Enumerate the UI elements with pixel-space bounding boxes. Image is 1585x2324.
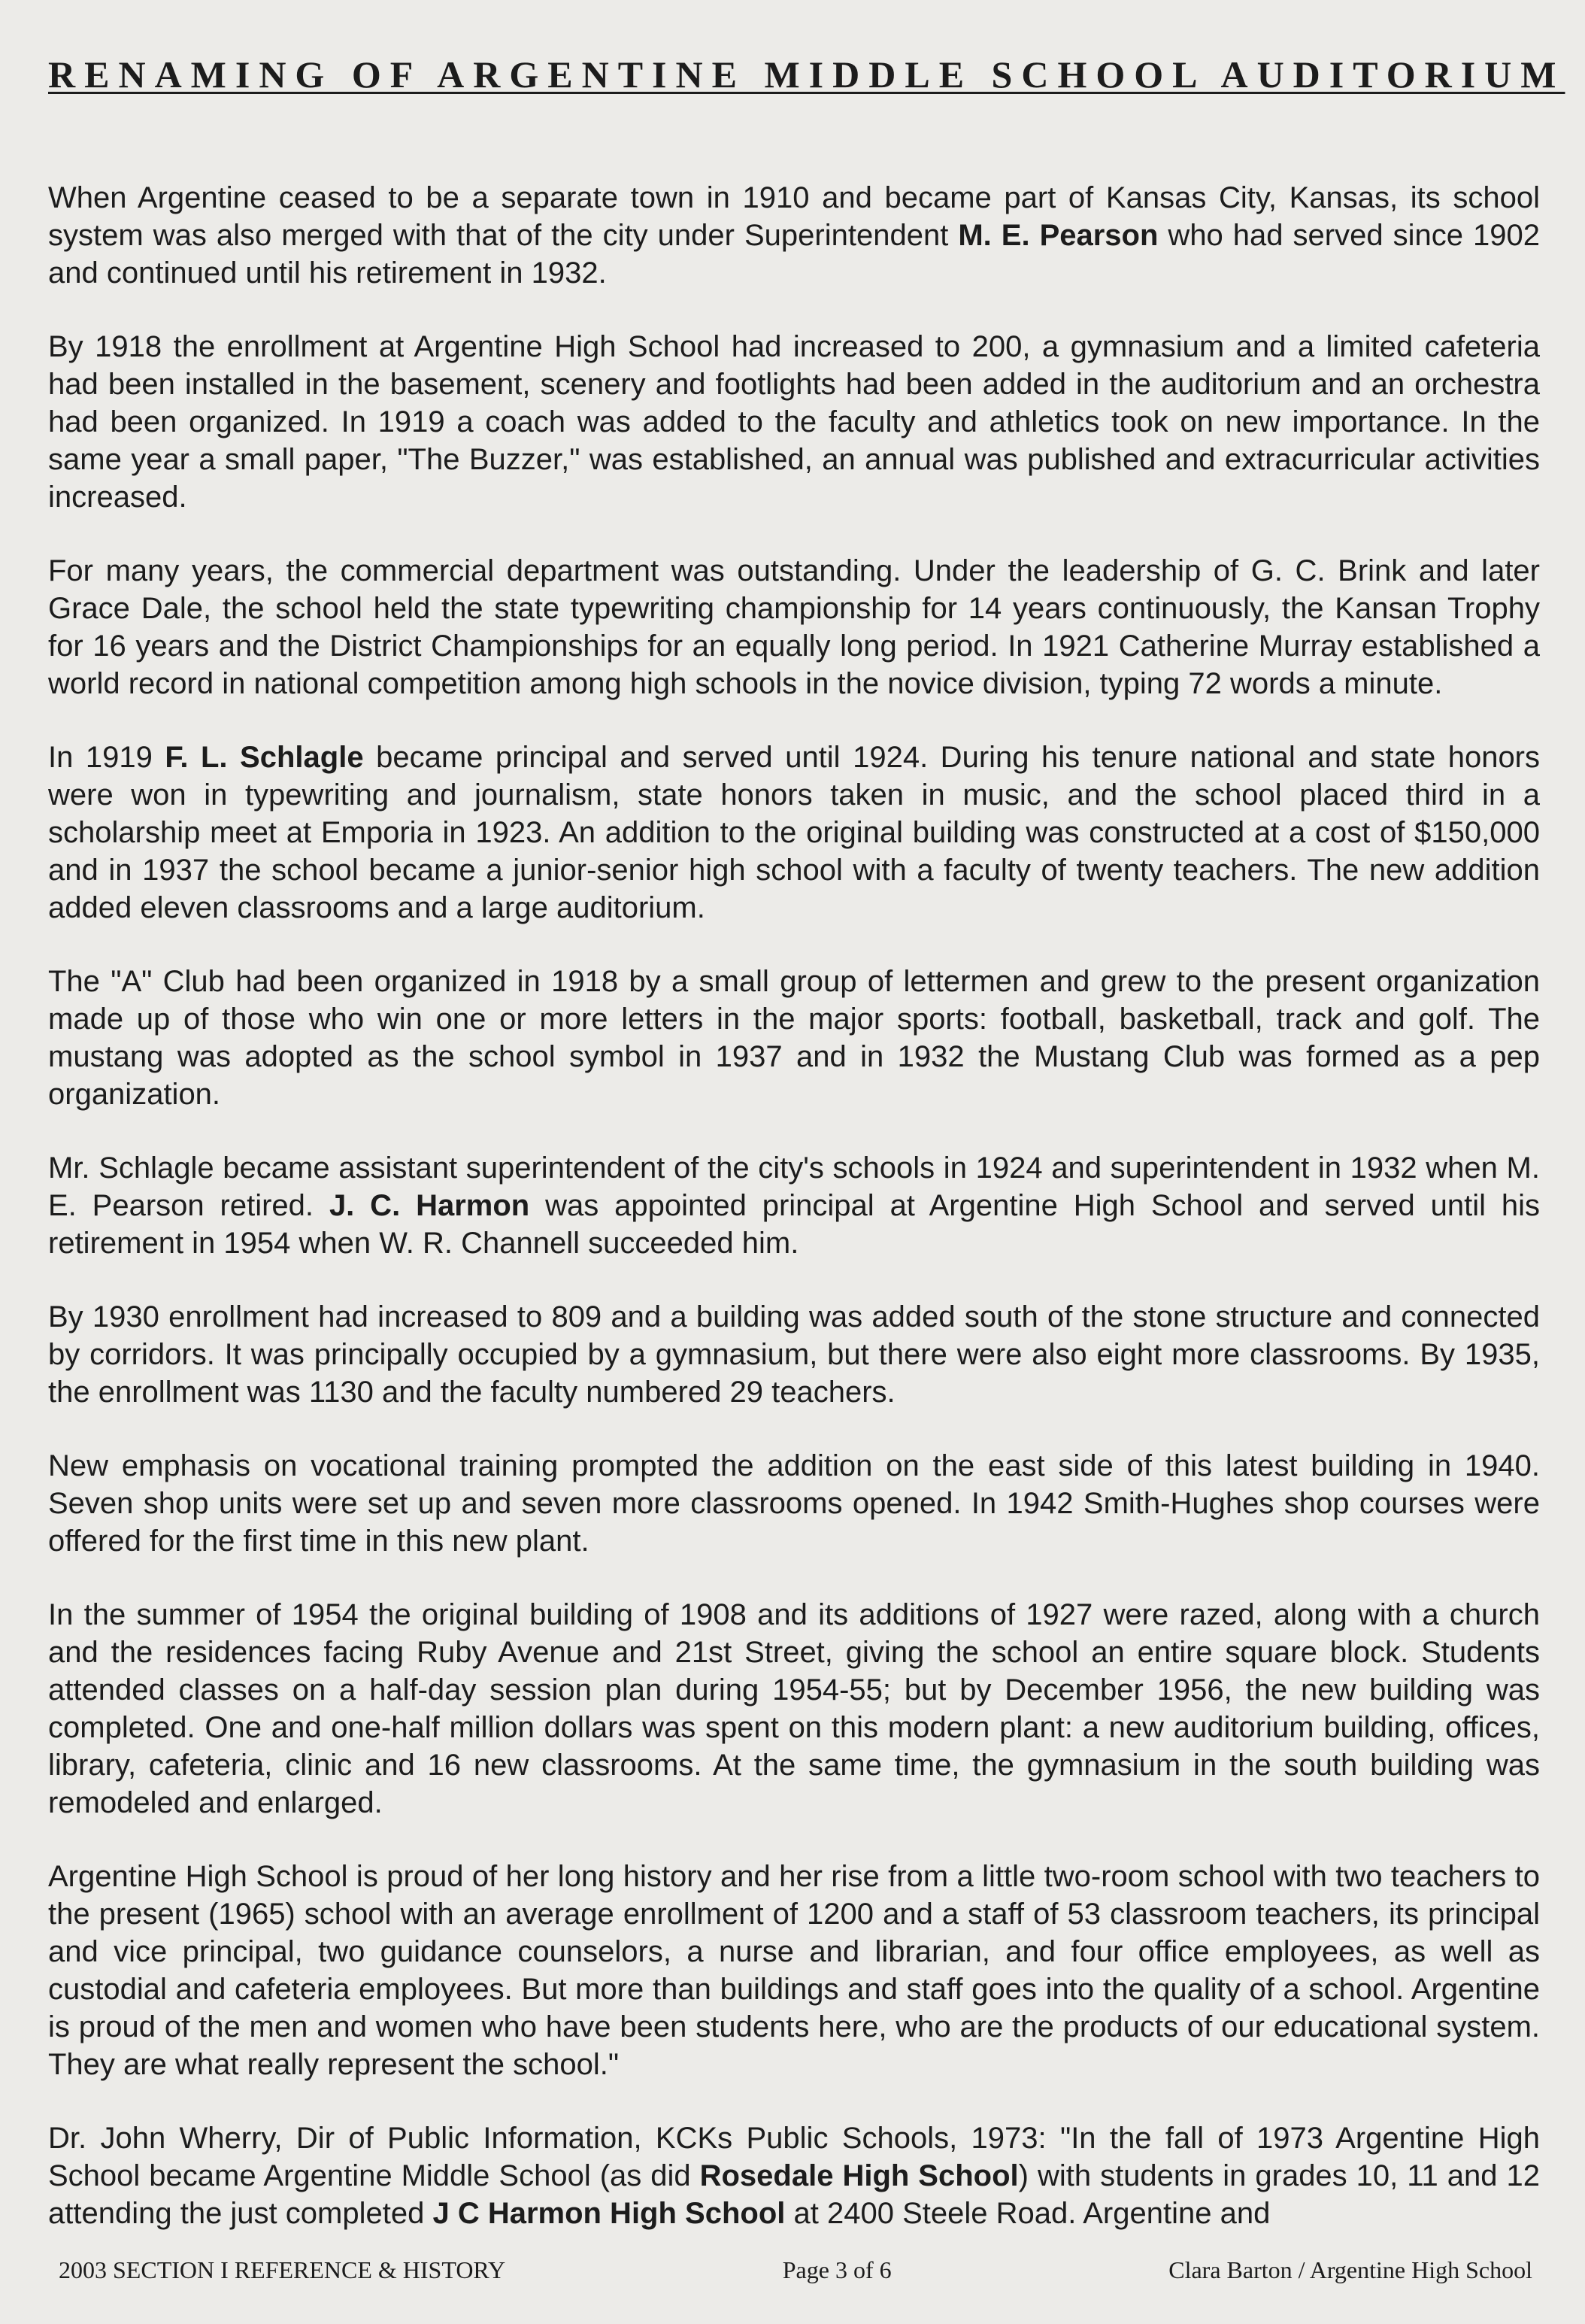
page-title: RENAMING OF ARGENTINE MIDDLE SCHOOL AUDITORIUM <box>48 53 1565 96</box>
text-run: The "A" Club had been organized in 1918 by a small group of lettermen and grew to the present organization made up of those who win one or more letters in the major sports: football, basketball, track and golf. The mustang was adopted as the school symbol in 1937 and in 1932 the Mustang Club was formed as a pep organization. <box>48 965 1540 1111</box>
text-run: When Argentine ceased to be a separate town in 1910 and became part of Kansas City, Kansas, its school system was also merged with that of the city under Superintendent <box>48 181 1540 252</box>
footer-school: Clara Barton / Argentine High School <box>1168 2256 1532 2283</box>
bold-name: Rosedale High School <box>699 2159 1019 2192</box>
footer-section: 2003 SECTION I REFERENCE & HISTORY <box>59 2256 506 2283</box>
paragraph <box>48 179 1540 292</box>
paragraph <box>48 1596 1540 1822</box>
bold-name: J. C. Harmon <box>329 1189 530 1222</box>
text-run: ) with students in grades 10, 11 and 12 attending the just completed <box>48 2159 1540 2230</box>
page-footer <box>59 2256 1532 2284</box>
paragraph <box>48 552 1540 702</box>
body-text <box>48 179 1550 2232</box>
bold-name: J C Harmon High School <box>432 2197 786 2230</box>
text-run: became principal and served until 1924. During his tenure national and state honors were won in typewriting and journalism, state honors taken in music, and the school placed third in a scholarship meet at Emporia in 1923. An addition to the original building was constructed at a cost of $150,000 and in 1937 the school became a junior-senior high school with a faculty of twenty teachers. The new addition added eleven classrooms and a large auditorium. <box>48 741 1541 924</box>
text-run: By 1930 enrollment had increased to 809 and a building was added south of the stone structure and connected by corridors. It was principally occupied by a gymnasium, but there were also eight more classrooms. By 1935, the enrollment was 1130 and the faculty numbered 29 teachers. <box>48 1300 1540 1409</box>
text-run: who had served since 1902 and continued until his retirement in 1932. <box>48 219 1540 290</box>
text-run: In 1919 <box>48 741 165 774</box>
text-run: Mr. Schlagle became assistant superintendent of the city's schools in 1924 and superintendent in 1932 when M. E. Pearson retired. <box>48 1151 1540 1222</box>
text-run: was appointed principal at Argentine High School and served until his retirement in 1954 when W. R. Channell succeeded him. <box>48 1189 1541 1260</box>
paragraph <box>48 739 1540 927</box>
paragraph <box>48 1447 1540 1560</box>
paragraph <box>48 1858 1540 2083</box>
paragraph <box>48 1298 1540 1411</box>
paragraph <box>48 963 1540 1113</box>
text-run: In the summer of 1954 the original building of 1908 and its additions of 1927 were razed, along with a church and the residences facing Ruby Avenue and 21st Street, giving the school an entire square block. Students attended classes on a half-day session plan during 1954-55; but by December 1956, the new building was completed. One and one-half million dollars was spent on this modern plant: a new auditorium building, offices, library, cafeteria, clinic and 16 new classrooms. At the same time, the gymnasium in the south building was remodeled and enlarged. <box>48 1598 1540 1819</box>
text-run: New emphasis on vocational training prompted the addition on the east side of this latest building in 1940. Seven shop units were set up and seven more classrooms opened. In 1942 Smith-Hughes shop courses were offered for the first time in this new plant. <box>48 1449 1540 1558</box>
paragraph <box>48 1149 1540 1262</box>
paragraph <box>48 2119 1540 2232</box>
bold-name: M. E. Pearson <box>958 219 1159 252</box>
text-run: Dr. John Wherry, Dir of Public Information, KCKs Public Schools, 1973: "In the fall of 1973 Argentine High School became Argentine Middle School (as did <box>48 2122 1540 2192</box>
text-run: By 1918 the enrollment at Argentine High School had increased to 200, a gymnasium and a limited cafeteria had been installed in the basement, scenery and footlights had been added in the auditorium and an orchestra had been organized. In 1919 a coach was added to the faculty and athletics took on new importance. In the same year a small paper, "The Buzzer," was established, an annual was published and extracurricular activities increased. <box>48 330 1540 514</box>
bold-name: F. L. Schlagle <box>165 741 364 774</box>
text-run: Argentine High School is proud of her long history and her rise from a little two-room school with two teachers to the present (1965) school with an average enrollment of 1200 and a staff of 53 classroom teachers, its principal and vice principal, two guidance counselors, a nurse and librarian, and four office employees, as well as custodial and cafeteria employees. But more than buildings and staff goes into the quality of a school. Argentine is proud of the men and women who have been students here, who are the products of our educational system. They are what really represent the school." <box>48 1860 1540 2081</box>
text-run: For many years, the commercial department was outstanding. Under the leadership of G. C. Brink and later Grace Dale, the school held the state typewriting championship for 14 years continuously, the Kansan Trophy for 16 years and the District Championships for an equally long period. In 1921 Catherine Murray established a world record in national competition among high schools in the novice division, typing 72 words a minute. <box>48 554 1540 700</box>
footer-page-number: Page 3 of 6 <box>782 2256 892 2283</box>
text-run: at 2400 Steele Road. Argentine and <box>785 2197 1271 2230</box>
paragraph <box>48 328 1540 516</box>
